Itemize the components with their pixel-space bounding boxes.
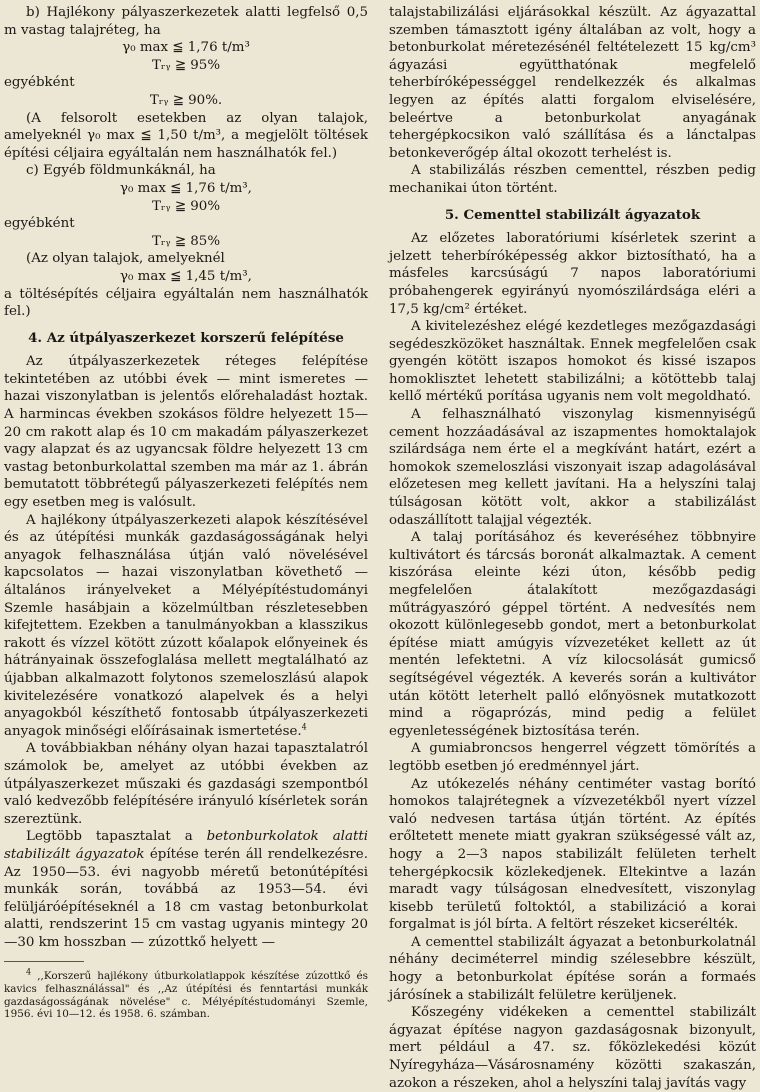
- left-paragraph-1: Az útpályaszerkezetek réteges felépítése tekintetében az utóbbi évek — mint ismeretes — hazai viszonylatban is jelentős előrehaladást hoztak. A harmincas években szokásos földre helyezett 15—20 cm rakott alap és 10 cm makadám pályaszerkezet vagy alapzat és az ugyancsak földre helyezett 13 cm vastag betonburkolattal szemben ma már az 1. ábrán bemutatott többrétegű pályaszerkezeti felépítés nem egy esetben meg is valósult.: [4, 354, 368, 511]
- right-paragraph-10: Kőszegény vidékeken a cementtel stabilizált ágyazat építése nagyon gazdaságosnak bizonyult, mert például a 47. sz. főközlekedési közút Nyíregyháza—Vásárosnamény közötti szakaszán, azokon a részeken, ahol a helyszíni talaj javítás vagy: [389, 1005, 756, 1091]
- right-paragraph-5: A felhasználható viszonylag kismennyiségű cement hozzáadásával az iszapmentes homoktalajok szilárdsága nem érte el a megkívánt határt, ezért a homokok szemeloszlási viszonyait iszap adagolásával előzetesen meg kellett javítani. Ha a helyszíni talaj túlságosan kötött volt, akkor a stabilizálást odaszállított talajjal végezték.: [389, 407, 756, 528]
- left-paragraph-4-a: Legtöbb tapasztalat a: [26, 829, 207, 845]
- right-paragraph-3: Az előzetes laboratóriumi kísérletek szerint a jelzett teherbíróképesség akkor biztosítható, ha a másfeles karcsúságú 7 napos laboratóriumi próbahengerek egyirányú nyomószilárdsága eléri a 17,5 kg/cm² értéket.: [389, 231, 756, 317]
- item-c-note-2: a töltésépítés céljaira egyáltalán nem használhatók fel.): [4, 286, 368, 320]
- right-paragraph-4: A kivitelezéshez elégé kezdetleges mezőgazdasági segédeszközöket használtak. Ennek megfelelően csak gyengén kötött iszapos homokot és kissé iszapos homoklisztet lehetett stabilizálni; a kötöttebb talaj kellő mértékű porítása ugyanis nem volt megoldható.: [389, 319, 756, 405]
- left-paragraph-2: [4, 512, 368, 741]
- formula-b-2: Tᵣᵧ ≧ 95%: [151, 57, 221, 73]
- formula-b-1: γ₀ max ≦ 1,76 t/m³: [122, 40, 250, 56]
- section-4-heading: 4. Az útpályaszerkezet korszerű felépítése: [28, 329, 344, 346]
- left-column: [4, 4, 368, 1021]
- section-5-heading: 5. Cementtel stabilizált ágyazatok: [444, 206, 701, 223]
- formula-c-4: γ₀ max ≦ 1,45 t/m³,: [120, 268, 252, 284]
- item-b-else: egyébként: [4, 75, 75, 91]
- item-c-else: egyébként: [4, 216, 75, 232]
- right-paragraph-1: talajstabilizálási eljárásokkal készült. Az ágyazattal szemben támasztott igény általában az volt, hogy a betonburkolat méretezésénél feltételezett 15 kg/cm³ ágyazási együtthatónak megfelelő teherbíróképességgel rendelkezzék és alkalmas legyen az építés alatti forgalom elviselésére, beleértve a betonburkolat anyagának tehergépkocsikon való szállítása és a lánctalpas betonkeverőgép által okozott terhelést is.: [389, 5, 756, 161]
- left-paragraph-4-italic: betonburkolatok alatti stabilizált ágyazatok: [4, 829, 368, 862]
- item-c-text: c) Egyéb földmunkáknál, ha: [26, 163, 216, 179]
- item-c-note-1: (Az olyan talajok, amelyeknél: [26, 251, 225, 267]
- right-paragraph-7: A gumiabroncsos hengerrel végzett tömörítés a legtöbb esetben jó eredménnyel járt.: [389, 741, 756, 774]
- right-column: [389, 4, 756, 1092]
- footnote-4: [4, 970, 368, 1020]
- left-paragraph-4-b: építése terén áll rendelkezésre. Az 1950—53. évi nagyobb méretű betonútépítési munkák során, továbbá az 1953—54. évi felüljáróépítéseknél a 18 cm vastag betonburkolat alatti, rendszerint 15 cm vastag ugyanis mintegy 20—30 km hosszban — zúzottkő helyett —: [4, 846, 368, 950]
- footnote-divider: [4, 961, 84, 962]
- footnote-mark: 4: [26, 968, 32, 977]
- footnote-ref-4: 4: [301, 722, 307, 732]
- formula-c-1: γ₀ max ≦ 1,76 t/m³,: [120, 180, 252, 196]
- right-paragraph-8: Az utókezelés néhány centiméter vastag borító homokos talajrétegnek a vízvezetékből nyert vízzel való nedvesen tartása útján történt. Az építés erőltetett menete miatt gyakran szükségessé vált az, hogy a 2—3 napos stabilizált felületen terhelt tehergépkocsik közlekedjenek. Eltekintve a lazán maradt vagy túlságosan elnedvesített, viszonylag kisebb területű foltoktól, a stabilizáció a korai forgalmat is jól bírta. A feltört részeket kicserélték.: [389, 776, 756, 933]
- formula-c-2: Tᵣᵧ ≧ 90%: [151, 198, 221, 214]
- right-paragraph-2: A stabilizálás részben cementtel, részben pedig mechanikai úton történt.: [389, 163, 756, 196]
- item-b-note: (A felsorolt esetekben az olyan talajok, amelyeknél γ₀ max ≦ 1,50 t/m³, a megjelölt töltések építési céljaira egyáltalán nem használhatók fel.): [4, 110, 368, 161]
- item-b-text: b) Hajlékony pályaszerkezetek alatti legfelső 0,5 m vastag talajréteg, ha: [4, 5, 368, 38]
- formula-c-3: Tᵣᵧ ≧ 85%: [151, 233, 221, 249]
- left-paragraph-4: [4, 828, 368, 951]
- left-paragraph-2-text: A hajlékony útpályaszerkezeti alapok készítésével és az útépítési munkák gazdaságosságának helyi anyagok felhasználása útján való növelésével kapcsolatos — hazai viszonylatban követhető — általános irányelveket a Mélyépítéstudományi Szemle hasábjain a közelmúltban részletesebben kifejtettem. Ezekben a tanulmányokban a klasszikus rakott és vízzel kötött zúzott kőalapok előnyeinek és hátrányainak összefoglalása mellett megtalálható az újabban alkalmazott folytonos szemeloszlású alapok kivitelezésére vonatkozó alapelvek és a helyi anyagokból készíthető fontosabb útpályaszerkezeti anyagok minőségi előírásainak ismertetése.: [4, 512, 368, 739]
- right-paragraph-9: A cementtel stabilizált ágyazat a betonburkolatnál néhány deciméterrel mindig szélesebbre készült, hogy a betonburkolat építése során a formaés járósínek a stabilizált felületre kerüljenek.: [389, 934, 756, 1003]
- left-paragraph-3: A továbbiakban néhány olyan hazai tapasztalatról számolok be, amelyet az utóbbi években az útpályaszerkezet műszaki és gazdasági szempontból való kedvezőbb felépítésére irányuló kísérletek során szereztünk.: [4, 741, 368, 827]
- footnote-text: ,,Korszerű hajlékony útburkolatlappok készítése zúzottkő és kavics felhasználással" és ,,Az útépítési és fenntartási munkák gazdaságosságának növelése" c. Mélyépítéstudományi Szemle, 1956. évi 10—12. és 1958. 6. számban.: [4, 970, 368, 1021]
- right-paragraph-6: A talaj porításához és keveréséhez többnyire kultivátort és tárcsás boronát alkalmaztak. A cement kiszórása eleinte kézi úton, később pedig megfelelően átalakított mezőgazdasági műtrágyaszóró géppel történt. A nedvesítés nem okozott különlegesebb gondot, mert a betonburkolat építése miatt amúgyis vízvezetéket kellett az út mentén lefektetni. A víz kilocsolását gumicső segítségével végezték. A keverés során a kultivátor után kötött leterhelt palló előnyösnek mutatkozott mind a rögaprózás, mind pedig a felület egyenletességének biztosítása terén.: [389, 530, 756, 739]
- formula-b-3: Tᵣᵧ ≧ 90%.: [149, 92, 223, 108]
